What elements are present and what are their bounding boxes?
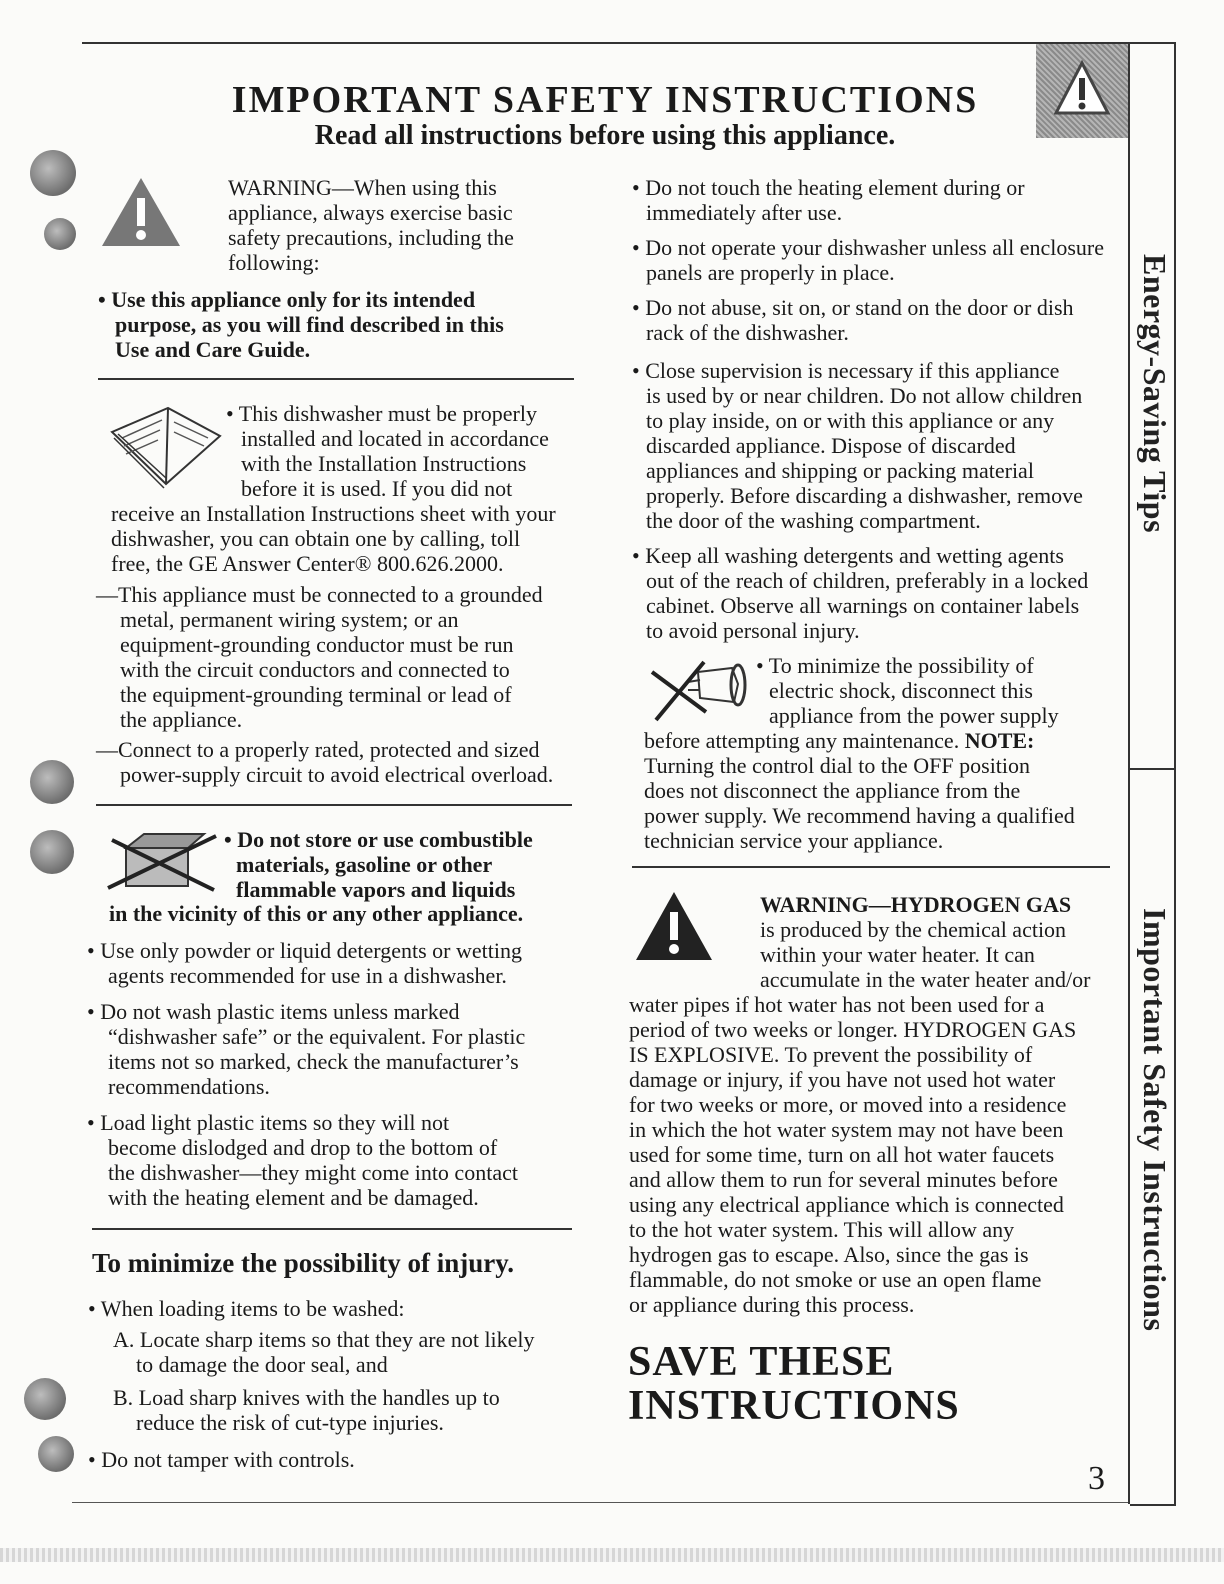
text-line: flammable, do not smoke or use an open flame xyxy=(629,1267,1042,1292)
text-line: hydrogen gas to escape. Also, since the gas is xyxy=(629,1242,1029,1267)
text-line: electric shock, disconnect this xyxy=(769,678,1033,703)
installation-short xyxy=(226,401,549,501)
text-line: does not disconnect the appliance from the xyxy=(644,778,1021,803)
shock-short xyxy=(756,653,1059,728)
grounded-block xyxy=(96,582,543,732)
text-line: is produced by the chemical action xyxy=(760,917,1067,942)
note-label: NOTE: xyxy=(964,728,1035,753)
text-line: IS EXPLOSIVE. To prevent the possibility of xyxy=(629,1042,1033,1067)
text-line: technician service your appliance. xyxy=(644,828,944,853)
text-line: —This appliance must be connected to a grounded xyxy=(96,582,543,607)
divider xyxy=(632,866,1110,868)
text-line: • To minimize the possibility of xyxy=(756,653,1034,678)
text-line: agents recommended for use in a dishwasher. xyxy=(108,963,507,988)
text-line: the equipment-grounding terminal or lead of xyxy=(120,682,512,707)
text-line: • Do not touch the heating element during or xyxy=(632,175,1025,200)
text-line: or appliance during this process. xyxy=(629,1292,915,1317)
text-line: Turning the control dial to the OFF position xyxy=(644,753,1031,778)
text-line: is used by or near children. Do not allow children xyxy=(646,383,1083,408)
text-line: reduce the risk of cut-type injuries. xyxy=(136,1410,444,1435)
text-line: flammable vapors and liquids xyxy=(236,877,516,902)
hydrogen-long xyxy=(629,992,1076,1317)
hydrogen-short xyxy=(760,917,1090,992)
tamper-line: • Do not tamper with controls. xyxy=(88,1447,355,1472)
children-block xyxy=(632,358,1083,533)
text-line: within your water heater. It can xyxy=(760,942,1035,967)
text-line: rack of the dishwasher. xyxy=(646,320,849,345)
heating-block xyxy=(632,175,1025,225)
text-line: discarded appliance. Dispose of discarded xyxy=(646,433,1016,458)
text-line: immediately after use. xyxy=(646,200,843,225)
abuse-block xyxy=(632,295,1074,345)
plastic-wash-block xyxy=(87,999,525,1099)
text-line: water pipes if hot water has not been used for a xyxy=(629,992,1045,1017)
text-line: “dishwasher safe” or the equivalent. For plastic xyxy=(108,1024,526,1049)
page-subtitle: Read all instructions before using this appliance. xyxy=(314,120,896,151)
text-line: using any electrical appliance which is connected xyxy=(629,1192,1064,1217)
text-line: power supply. We recommend having a qualified xyxy=(644,803,1075,828)
item-b-block xyxy=(113,1385,500,1435)
text-line: • This dishwasher must be properly xyxy=(226,401,537,426)
text-line: with the Installation Instructions xyxy=(241,451,527,476)
text-segment: before attempting any maintenance. xyxy=(644,728,965,753)
keep-detergents-block xyxy=(632,543,1088,643)
text-line: • Do not abuse, sit on, or stand on the door or dish xyxy=(632,295,1074,320)
text-line: • Load light plastic items so they will not xyxy=(87,1110,450,1135)
punch-hole xyxy=(38,1436,74,1472)
text-line: for two weeks or more, or moved into a residence xyxy=(629,1092,1067,1117)
text-line: • Do not store or use combustible xyxy=(224,827,533,852)
loading-line: • When loading items to be washed: xyxy=(88,1296,405,1321)
bottom-rule xyxy=(72,1502,1130,1503)
punch-hole xyxy=(30,760,74,804)
text-line: A. Locate sharp items so that they are not likely xyxy=(113,1327,535,1352)
text-line: with the circuit conductors and connected to xyxy=(120,657,510,682)
punch-hole xyxy=(44,218,76,250)
text-line: • Do not wash plastic items unless marked xyxy=(87,999,460,1024)
text-line: period of two weeks or longer. HYDROGEN GAS xyxy=(629,1017,1077,1042)
text-line: and allow them to run for several minutes before xyxy=(629,1167,1058,1192)
text-line: power-supply circuit to avoid electrical overload. xyxy=(120,762,554,787)
top-rule xyxy=(82,42,1130,44)
divider xyxy=(96,804,572,806)
text-line: items not so marked, check the manufacturer’s xyxy=(108,1049,519,1074)
detergents-block xyxy=(87,938,522,988)
text-line: the dishwasher—they might come into contact xyxy=(108,1160,518,1185)
text-line: • Use only powder or liquid detergents or wetting xyxy=(87,938,522,963)
text-line: INSTRUCTIONS xyxy=(628,1383,960,1429)
text-line: purpose, as you will find described in this xyxy=(115,312,504,337)
hydrogen-heading: WARNING—HYDROGEN GAS xyxy=(760,892,1072,917)
text-line: • Close supervision is necessary if this appliance xyxy=(632,358,1060,383)
panels-block xyxy=(632,235,1104,285)
installation-long xyxy=(111,501,556,576)
text-line: B. Load sharp knives with the handles up to xyxy=(113,1385,500,1410)
punch-hole xyxy=(30,150,76,196)
text-line: appliance from the power supply xyxy=(769,703,1059,728)
text-line: metal, permanent wiring system; or an xyxy=(120,607,459,632)
text-line: the appliance. xyxy=(120,707,243,732)
text-line: equipment-grounding conductor must be run xyxy=(120,632,514,657)
text-line: to damage the door seal, and xyxy=(136,1352,388,1377)
text-line: following: xyxy=(228,250,320,275)
text-line: to play inside, on or with this appliance or any xyxy=(646,408,1055,433)
text-line: materials, gasoline or other xyxy=(236,852,493,877)
power-supply-block xyxy=(96,737,553,787)
text-line: in the vicinity of this or any other appliance. xyxy=(109,901,524,926)
plug-crossed-icon xyxy=(648,654,752,732)
text-line: with the heating element and be damaged. xyxy=(108,1185,479,1210)
text-line: • Use this appliance only for its intended xyxy=(98,287,476,312)
plastic-load-block xyxy=(87,1110,518,1210)
text-line: Use and Care Guide. xyxy=(115,337,311,362)
text-line: in which the hot water system may not have been xyxy=(629,1117,1064,1142)
punch-hole xyxy=(30,830,74,874)
divider xyxy=(98,378,574,380)
tab-energy-saving-tips[interactable]: Energy-Saving Tips xyxy=(1137,254,1173,534)
text-line: • Do not operate your dishwasher unless all enclosure xyxy=(632,235,1105,260)
manual-book-icon xyxy=(108,398,224,490)
text-line: appliances and shipping or packing material xyxy=(646,458,1034,483)
sidebar-line xyxy=(1128,42,1130,1504)
tab-important-safety-instructions[interactable]: Important Safety Instructions xyxy=(1137,908,1173,1332)
text-line: the door of the washing compartment. xyxy=(646,508,981,533)
text-line: cabinet. Observe all warnings on container labels xyxy=(646,593,1080,618)
warning-block xyxy=(228,175,514,275)
text-line: SAVE THESE xyxy=(628,1339,895,1385)
warning-triangle-icon xyxy=(634,890,714,962)
text-line: properly. Before discarding a dishwasher, remove xyxy=(646,483,1083,508)
page-number: 3 xyxy=(1088,1460,1105,1497)
combustible-short xyxy=(224,827,533,902)
text-line: to avoid personal injury. xyxy=(646,618,860,643)
warning-triangle-icon xyxy=(100,176,182,248)
text-line: accumulate in the water heater and/or xyxy=(760,967,1091,992)
punch-hole xyxy=(24,1378,66,1420)
text-line: WARNING—When using this xyxy=(228,175,497,200)
text-line: safety precautions, including the xyxy=(228,225,514,250)
shock-long xyxy=(644,728,1075,853)
intended-use-block xyxy=(98,287,504,362)
text-line: recommendations. xyxy=(108,1074,270,1099)
scan-artifact-strip xyxy=(0,1548,1224,1562)
text-line: damage or injury, if you have not used hot water xyxy=(629,1067,1056,1092)
text-line: panels are properly in place. xyxy=(646,260,895,285)
text-line: receive an Installation Instructions sheet with your xyxy=(111,501,556,526)
divider xyxy=(92,1228,572,1230)
text-line: —Connect to a properly rated, protected and sized xyxy=(96,737,540,762)
text-line: before it is used. If you did not xyxy=(241,476,513,501)
text-line: free, the GE Answer Center® 800.626.2000. xyxy=(111,551,504,576)
gas-can-crossed-icon xyxy=(104,826,222,896)
text-line: to the hot water system. This will allow any xyxy=(629,1217,1015,1242)
text-line: appliance, always exercise basic xyxy=(228,200,513,225)
sidebar-divider xyxy=(1130,768,1176,770)
injury-heading: To minimize the possibility of injury. xyxy=(92,1248,515,1278)
page-title: IMPORTANT SAFETY INSTRUCTIONS xyxy=(231,79,979,121)
text-line: used for some time, turn on all hot water faucets xyxy=(629,1142,1055,1167)
text-line: become dislodged and drop to the bottom of xyxy=(108,1135,498,1160)
save-instructions-heading xyxy=(628,1340,960,1428)
item-a-block xyxy=(113,1327,535,1377)
text-line: installed and located in accordance xyxy=(241,426,549,451)
text-line: out of the reach of children, preferably in a locked xyxy=(646,568,1089,593)
text-line: dishwasher, you can obtain one by calling, toll xyxy=(111,526,521,551)
text-line xyxy=(644,728,1075,753)
text-line: • Keep all washing detergents and wetting agents xyxy=(632,543,1064,568)
